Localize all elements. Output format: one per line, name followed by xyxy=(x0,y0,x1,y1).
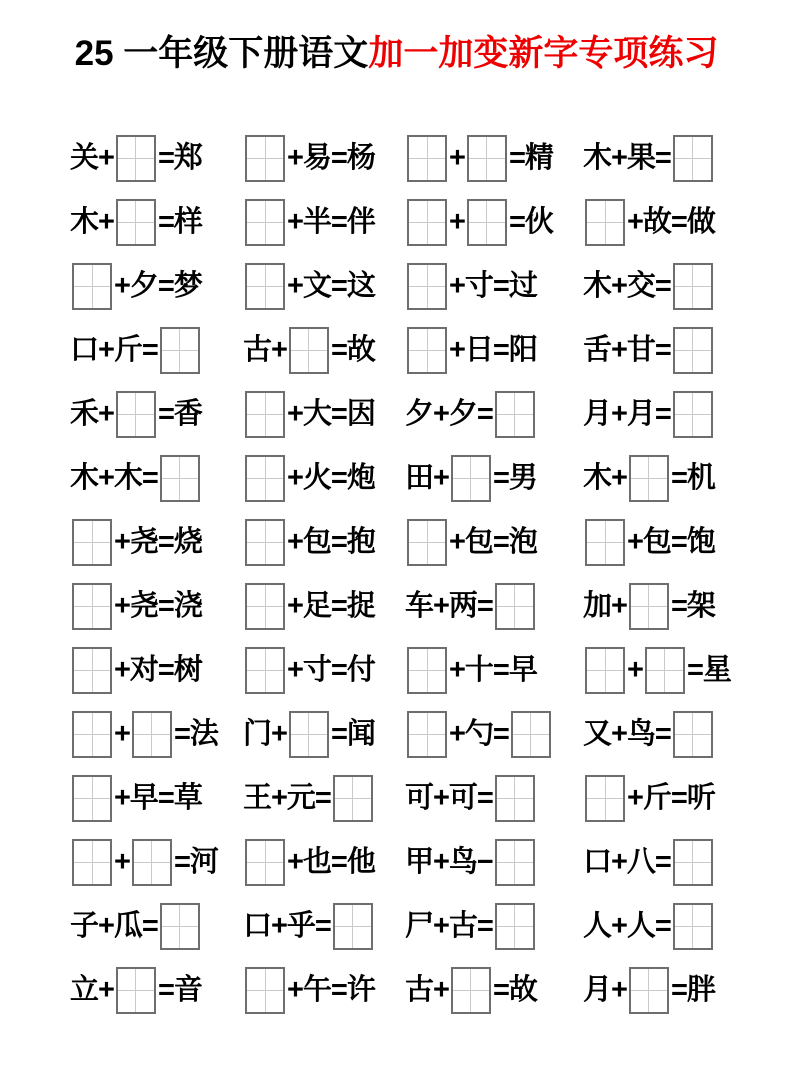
equation-text: +早=草 xyxy=(114,781,202,814)
worksheet-row xyxy=(70,766,770,830)
answer-box[interactable] xyxy=(245,135,285,182)
page-title xyxy=(0,26,793,76)
exercise-item xyxy=(405,903,583,950)
exercise-item xyxy=(243,199,405,246)
answer-box[interactable] xyxy=(72,583,112,630)
exercise-item xyxy=(70,455,243,502)
equation-text: +包=抱 xyxy=(287,525,375,558)
equation-text: + xyxy=(449,141,465,174)
answer-box[interactable] xyxy=(467,135,507,182)
exercise-item xyxy=(583,711,770,758)
answer-box[interactable] xyxy=(407,711,447,758)
exercise-item xyxy=(243,647,405,694)
equation-text: +易=杨 xyxy=(287,141,375,174)
worksheet-row xyxy=(70,638,770,702)
answer-box[interactable] xyxy=(585,647,625,694)
exercise-item xyxy=(583,327,770,374)
answer-box[interactable] xyxy=(116,135,156,182)
answer-box[interactable] xyxy=(495,839,535,886)
exercise-item xyxy=(583,135,770,182)
equation-text: +午=许 xyxy=(287,973,375,1006)
equation-text: +火=炮 xyxy=(287,461,375,494)
answer-box[interactable] xyxy=(72,263,112,310)
equation-text: +文=这 xyxy=(287,269,375,302)
exercise-item xyxy=(243,967,405,1014)
exercise-item xyxy=(70,903,243,950)
answer-box[interactable] xyxy=(585,519,625,566)
equation-text: +日=阳 xyxy=(449,333,537,366)
answer-box[interactable] xyxy=(72,519,112,566)
equation-text: =机 xyxy=(670,461,715,494)
exercise-item xyxy=(243,519,405,566)
answer-box[interactable] xyxy=(645,647,685,694)
worksheet-row xyxy=(70,894,770,958)
exercise-item xyxy=(583,263,770,310)
exercise-item xyxy=(405,263,583,310)
answer-box[interactable] xyxy=(116,391,156,438)
answer-box[interactable] xyxy=(132,711,172,758)
exercise-item xyxy=(70,647,243,694)
equation-text: =男 xyxy=(492,461,537,494)
equation-text: 车+两= xyxy=(405,589,493,622)
answer-box[interactable] xyxy=(407,327,447,374)
equation-text: 关+ xyxy=(70,141,114,174)
equation-text: 月+ xyxy=(583,973,627,1006)
worksheet-row xyxy=(70,126,770,190)
equation-text: +也=他 xyxy=(287,845,375,878)
exercise-item xyxy=(583,455,770,502)
answer-box[interactable] xyxy=(673,903,713,950)
exercise-item xyxy=(243,135,405,182)
equation-text: 口+乎= xyxy=(243,909,331,942)
worksheet-row xyxy=(70,958,770,1022)
exercise-item xyxy=(70,967,243,1014)
title-red-part: 加一加变新字专项练习 xyxy=(368,34,719,73)
answer-box[interactable] xyxy=(407,199,447,246)
equation-text: =音 xyxy=(157,973,202,1006)
equation-text: +尧=烧 xyxy=(114,525,202,558)
answer-box[interactable] xyxy=(245,519,285,566)
worksheet-row xyxy=(70,702,770,766)
equation-text: 王+元= xyxy=(243,781,331,814)
answer-box[interactable] xyxy=(72,839,112,886)
worksheet-row xyxy=(70,574,770,638)
answer-box[interactable] xyxy=(511,711,551,758)
exercise-item xyxy=(70,519,243,566)
equation-text: 又+鸟= xyxy=(583,717,671,750)
answer-box[interactable] xyxy=(116,967,156,1014)
equation-text: 子+瓜= xyxy=(70,909,158,942)
answer-box[interactable] xyxy=(72,647,112,694)
worksheet-row xyxy=(70,318,770,382)
answer-box[interactable] xyxy=(289,327,329,374)
exercise-item xyxy=(405,775,583,822)
answer-box[interactable] xyxy=(245,199,285,246)
equation-text: + xyxy=(449,205,465,238)
exercise-item xyxy=(405,391,583,438)
answer-box[interactable] xyxy=(72,775,112,822)
equation-text: 田+ xyxy=(405,461,449,494)
answer-box[interactable] xyxy=(160,327,200,374)
equation-text: 人+人= xyxy=(583,909,671,942)
equation-text: +寸=付 xyxy=(287,653,375,686)
answer-box[interactable] xyxy=(495,775,535,822)
exercise-item xyxy=(405,839,583,886)
exercise-item xyxy=(243,327,405,374)
exercise-item xyxy=(70,263,243,310)
answer-box[interactable] xyxy=(673,391,713,438)
equation-text: +尧=浇 xyxy=(114,589,202,622)
exercise-item xyxy=(70,583,243,630)
equation-text: 可+可= xyxy=(405,781,493,814)
answer-box[interactable] xyxy=(245,391,285,438)
exercise-item xyxy=(70,711,243,758)
equation-text: =香 xyxy=(157,397,202,430)
equation-text: +夕=梦 xyxy=(114,269,202,302)
equation-text: + xyxy=(627,653,643,686)
exercise-item xyxy=(583,519,770,566)
answer-box[interactable] xyxy=(629,967,669,1014)
equation-text: +故=做 xyxy=(627,205,715,238)
exercise-item xyxy=(583,647,770,694)
equation-text: +大=因 xyxy=(287,397,375,430)
answer-box[interactable] xyxy=(467,199,507,246)
answer-box[interactable] xyxy=(673,839,713,886)
equation-text: =河 xyxy=(173,845,218,878)
equation-text: =架 xyxy=(670,589,715,622)
worksheet-row xyxy=(70,446,770,510)
answer-box[interactable] xyxy=(160,903,200,950)
answer-box[interactable] xyxy=(245,263,285,310)
answer-box[interactable] xyxy=(245,967,285,1014)
title-black-part: 25 一年级下册语文 xyxy=(74,34,369,73)
answer-box[interactable] xyxy=(407,519,447,566)
answer-box[interactable] xyxy=(495,903,535,950)
answer-box[interactable] xyxy=(673,135,713,182)
answer-box[interactable] xyxy=(673,327,713,374)
equation-text: =故 xyxy=(330,333,375,366)
equation-text: +包=饱 xyxy=(627,525,715,558)
equation-text: 木+交= xyxy=(583,269,671,302)
equation-text: 加+ xyxy=(583,589,627,622)
exercise-item xyxy=(70,135,243,182)
answer-box[interactable] xyxy=(333,775,373,822)
equation-text: =胖 xyxy=(670,973,715,1006)
answer-box[interactable] xyxy=(629,455,669,502)
answer-box[interactable] xyxy=(451,967,491,1014)
exercise-item xyxy=(70,775,243,822)
exercise-item xyxy=(583,583,770,630)
equation-text: 古+ xyxy=(243,333,287,366)
equation-text: 舌+甘= xyxy=(583,333,671,366)
exercise-item xyxy=(583,775,770,822)
worksheet-grid xyxy=(70,126,770,1022)
worksheet-row xyxy=(70,254,770,318)
answer-box[interactable] xyxy=(585,199,625,246)
equation-text: =伙 xyxy=(508,205,553,238)
equation-text: 木+木= xyxy=(70,461,158,494)
worksheet-row xyxy=(70,382,770,446)
equation-text: +半=伴 xyxy=(287,205,375,238)
answer-box[interactable] xyxy=(116,199,156,246)
answer-box[interactable] xyxy=(245,455,285,502)
equation-text: =样 xyxy=(157,205,202,238)
equation-text: =郑 xyxy=(157,141,202,174)
answer-box[interactable] xyxy=(245,839,285,886)
exercise-item xyxy=(70,391,243,438)
answer-box[interactable] xyxy=(333,903,373,950)
equation-text: 木+ xyxy=(583,461,627,494)
worksheet-row xyxy=(70,190,770,254)
equation-text: =精 xyxy=(508,141,553,174)
exercise-item xyxy=(70,327,243,374)
equation-text: 门+ xyxy=(243,717,287,750)
equation-text: 立+ xyxy=(70,973,114,1006)
answer-box[interactable] xyxy=(132,839,172,886)
exercise-item xyxy=(405,519,583,566)
exercise-item xyxy=(243,711,405,758)
equation-text: =故 xyxy=(492,973,537,1006)
equation-text: =闻 xyxy=(330,717,375,750)
answer-box[interactable] xyxy=(495,391,535,438)
equation-text: =星 xyxy=(686,653,731,686)
exercise-item xyxy=(405,135,583,182)
answer-box[interactable] xyxy=(72,711,112,758)
equation-text: 口+八= xyxy=(583,845,671,878)
exercise-item xyxy=(583,839,770,886)
equation-text: 古+ xyxy=(405,973,449,1006)
answer-box[interactable] xyxy=(245,583,285,630)
exercise-item xyxy=(405,327,583,374)
equation-text: +足=捉 xyxy=(287,589,375,622)
equation-text: + xyxy=(114,717,130,750)
answer-box[interactable] xyxy=(160,455,200,502)
equation-text: 木+果= xyxy=(583,141,671,174)
worksheet-row xyxy=(70,510,770,574)
equation-text: 禾+ xyxy=(70,397,114,430)
answer-box[interactable] xyxy=(451,455,491,502)
equation-text: +勺= xyxy=(449,717,509,750)
answer-box[interactable] xyxy=(407,135,447,182)
exercise-item xyxy=(243,775,405,822)
exercise-item xyxy=(583,903,770,950)
equation-text: +包=泡 xyxy=(449,525,537,558)
exercise-item xyxy=(583,199,770,246)
answer-box[interactable] xyxy=(629,583,669,630)
answer-box[interactable] xyxy=(407,647,447,694)
exercise-item xyxy=(405,967,583,1014)
equation-text: =法 xyxy=(173,717,218,750)
equation-text: 木+ xyxy=(70,205,114,238)
exercise-item xyxy=(243,455,405,502)
exercise-item xyxy=(243,903,405,950)
exercise-item xyxy=(243,583,405,630)
equation-text: + xyxy=(114,845,130,878)
answer-box[interactable] xyxy=(585,775,625,822)
equation-text: +十=早 xyxy=(449,653,537,686)
exercise-item xyxy=(583,967,770,1014)
exercise-item xyxy=(243,839,405,886)
equation-text: 夕+夕= xyxy=(405,397,493,430)
exercise-item xyxy=(583,391,770,438)
equation-text: +寸=过 xyxy=(449,269,537,302)
exercise-item xyxy=(70,199,243,246)
exercise-item xyxy=(405,455,583,502)
answer-box[interactable] xyxy=(673,263,713,310)
equation-text: 口+斤= xyxy=(70,333,158,366)
exercise-item xyxy=(243,263,405,310)
exercise-item xyxy=(405,583,583,630)
answer-box[interactable] xyxy=(407,263,447,310)
exercise-item xyxy=(405,647,583,694)
exercise-item xyxy=(405,711,583,758)
exercise-item xyxy=(70,839,243,886)
exercise-item xyxy=(405,199,583,246)
exercise-item xyxy=(243,391,405,438)
answer-box[interactable] xyxy=(289,711,329,758)
worksheet-row xyxy=(70,830,770,894)
answer-box[interactable] xyxy=(673,711,713,758)
equation-text: +对=树 xyxy=(114,653,202,686)
equation-text: 尸+古= xyxy=(405,909,493,942)
equation-text: 月+月= xyxy=(583,397,671,430)
equation-text: 甲+鸟− xyxy=(405,845,493,878)
equation-text: +斤=听 xyxy=(627,781,715,814)
answer-box[interactable] xyxy=(245,647,285,694)
answer-box[interactable] xyxy=(495,583,535,630)
